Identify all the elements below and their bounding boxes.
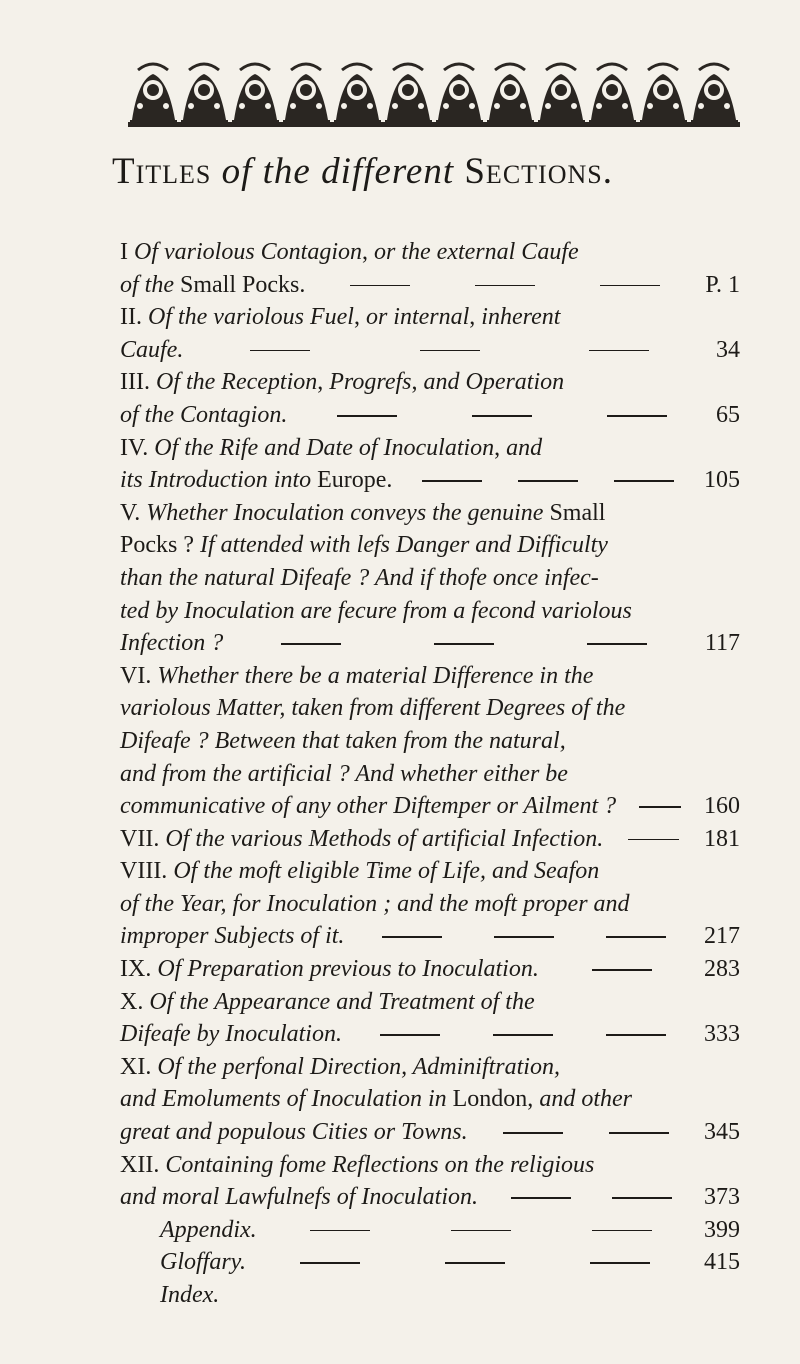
toc-leader-dash [639,806,681,808]
title-word-different: different [321,151,455,192]
toc-leader-dash [494,936,554,938]
toc-text: and moral Lawfulnefs of Inoculation. [120,1184,479,1211]
toc-text: Difeafe by Inoculation. [120,1021,342,1048]
toc-leader-dash [614,480,674,482]
toc-text: Containing fome Reflections on the religious [165,1151,595,1178]
toc-text: II. [120,304,148,331]
toc-line [120,986,740,1019]
toc-text: of the Contagion. [120,401,288,428]
toc-text: VII. [120,825,166,852]
toc-text: Difeafe ? Between that taken from the natural, [120,727,566,754]
toc-leader-dash [589,350,649,352]
toc-text: , [362,239,375,265]
toc-leader-dash [310,1230,370,1232]
toc-leader-dash [592,1230,652,1232]
toc-leader-dash [475,285,535,287]
toc-text: Of the moft eligible Time of Life, and Seafon [173,858,600,885]
toc-text: Small [549,499,606,526]
toc-text: Whether there be a material Difference in the [157,662,594,689]
toc-text: variolous Matter, taken from different Degrees of the [120,695,626,722]
toc-text: Appendix. [160,1216,257,1243]
toc-page-number: 283 [704,956,740,983]
toc-text: IX. [120,956,158,983]
toc-leader-dash [337,415,397,417]
toc-leader-dash [503,1132,563,1134]
toc-text: improper Subjects of it. [120,923,345,950]
ornament-band-icon [128,60,740,128]
toc-leader-dash [445,1262,505,1264]
toc-line [120,692,740,725]
toc-text: I [120,239,134,265]
toc-leader-dash [628,839,678,841]
toc-text: IV. [120,434,155,461]
toc-text: of the [120,271,180,298]
toc-text: than the natural Difeafe ? And if thofe once infec- [120,564,599,591]
toc-line [120,855,740,888]
toc-leader-dash [600,285,660,287]
toc-leader-dash [250,350,310,352]
toc-line [120,1051,740,1084]
toc-text: and other [539,1086,632,1113]
toc-leader-dash [511,1197,571,1199]
toc-line [120,1083,740,1116]
toc-text: Of the variolous Fuel [147,304,354,331]
toc-text: , [353,304,366,331]
toc-leader-dash [380,1034,440,1036]
toc-text: and [506,434,543,461]
toc-text: great and populous Cities or Towns. [120,1119,468,1146]
toc-text: Caufe. [120,336,184,363]
toc-page-number: 117 [704,630,740,657]
toc-text: communicative of any other Diftemper or Ailment ? [120,793,617,820]
toc-text: Index. [160,1282,220,1308]
toc-line [120,1018,740,1051]
toc-text: Gloffary. [160,1249,247,1276]
toc-leader-dash [422,480,482,482]
toc-line [120,888,740,921]
toc-text: Of the various Methods of artificial Infection. [165,825,604,852]
toc-line [120,953,740,986]
toc-leader-dash [518,480,578,482]
toc-text: its Introduction into [120,467,318,494]
toc-leader-dash [607,415,667,417]
toc-text: and Emoluments of Inoculation in [120,1086,453,1113]
toc-page-number: 105 [704,467,740,494]
toc-text: VI. [120,662,158,689]
toc-line [120,529,740,562]
toc-text: Of the Appearance and Treatment of the [149,988,535,1015]
toc-page-number: 65 [716,401,740,428]
toc-leader-dash [587,643,647,645]
toc-leader-dash [472,415,532,417]
toc-text: inherent [481,304,561,331]
toc-line [120,725,740,758]
toc-page-number: 373 [704,1184,740,1211]
toc-line [120,464,740,497]
toc-line [120,660,740,693]
toc-leader-dash [382,936,442,938]
toc-text: Of the perfonal Direction, Adminiftration, [157,1053,560,1080]
toc-text: VIII. [120,858,174,885]
toc-line [120,758,740,791]
toc-line [120,920,740,953]
toc-line [120,562,740,595]
toc-leader-dash [606,936,666,938]
toc-page-number: P. 1 [705,271,740,298]
toc-line [120,1246,740,1279]
toc-text: , [411,369,424,396]
toc-text: III. [120,369,156,396]
toc-text: Small Pocks. [180,271,306,298]
toc-leader-dash [493,1034,553,1036]
toc-text: London, [452,1086,540,1113]
toc-leader-dash [609,1132,669,1134]
toc-line [120,1279,740,1312]
toc-line [120,236,740,269]
toc-line [120,366,740,399]
toc-line [120,399,740,432]
title-word-the: the [262,151,311,192]
toc-line [120,301,740,334]
toc-line [120,790,740,823]
toc-leader-dash [612,1197,672,1199]
title-word-of: of [221,151,253,192]
toc-text: Of Preparation previous to Inoculation. [157,956,539,983]
toc-text: V. [120,499,147,526]
page-title [112,150,712,193]
toc-text: X. [120,988,150,1015]
toc-line [120,1181,740,1214]
toc-text: Whether Inoculation conveys the genuine [146,499,550,526]
toc-page-number: 160 [704,793,740,820]
toc-line [120,595,740,628]
toc-leader-dash [590,1262,650,1264]
toc-page-number: 345 [704,1119,740,1146]
toc-text: Of the Reception [155,369,318,396]
toc-text: or the external Caufe [374,239,579,265]
toc-leader-dash [592,969,652,971]
toc-page-number: 217 [704,923,740,950]
toc-line [120,269,740,302]
toc-text: , [469,304,482,331]
toc-text: ted by Inoculation are fecure from a fecond variolous [120,597,632,624]
toc-text: XII. [120,1151,166,1178]
toc-page-number: 34 [716,336,740,363]
toc-text: Infection ? [120,630,224,657]
toc-text: XI. [120,1053,158,1080]
toc-leader-dash [350,285,410,287]
toc-line [120,823,740,856]
toc-page-number: 333 [704,1021,740,1048]
toc-text: of the Year, for Inoculation ; and the moft proper and [120,890,630,917]
table-of-contents [120,236,740,1312]
toc-line [120,497,740,530]
toc-text: Pocks ? [120,532,200,559]
toc-line [120,627,740,660]
toc-line [120,1116,740,1149]
toc-page-number: 415 [704,1249,740,1276]
toc-text: Progrefs [329,369,412,396]
toc-line [120,334,740,367]
toc-text: or internal [365,304,470,331]
toc-text: , [317,369,330,396]
toc-line [120,1149,740,1182]
toc-leader-dash [606,1034,666,1036]
toc-line [120,1214,740,1247]
toc-text: Of the Rife and Date of Inoculation [154,434,495,461]
toc-leader-dash [300,1262,360,1264]
toc-text: and from the artificial ? And whether either be [120,760,568,787]
toc-line [120,432,740,465]
title-word-titles: Titles [112,151,212,192]
toc-text: , [494,434,507,461]
toc-leader-dash [420,350,480,352]
toc-text: and Operation [423,369,565,396]
toc-text: Europe. [317,467,393,494]
toc-leader-dash [434,643,494,645]
toc-page-number: 181 [704,825,740,852]
toc-leader-dash [281,643,341,645]
title-word-sections: Sections. [464,151,613,192]
toc-leader-dash [451,1230,511,1232]
toc-text: If attended with lefs Danger and Difficulty [200,532,608,559]
toc-text: Of variolous Contagion [134,239,363,265]
toc-page-number: 399 [704,1216,740,1243]
